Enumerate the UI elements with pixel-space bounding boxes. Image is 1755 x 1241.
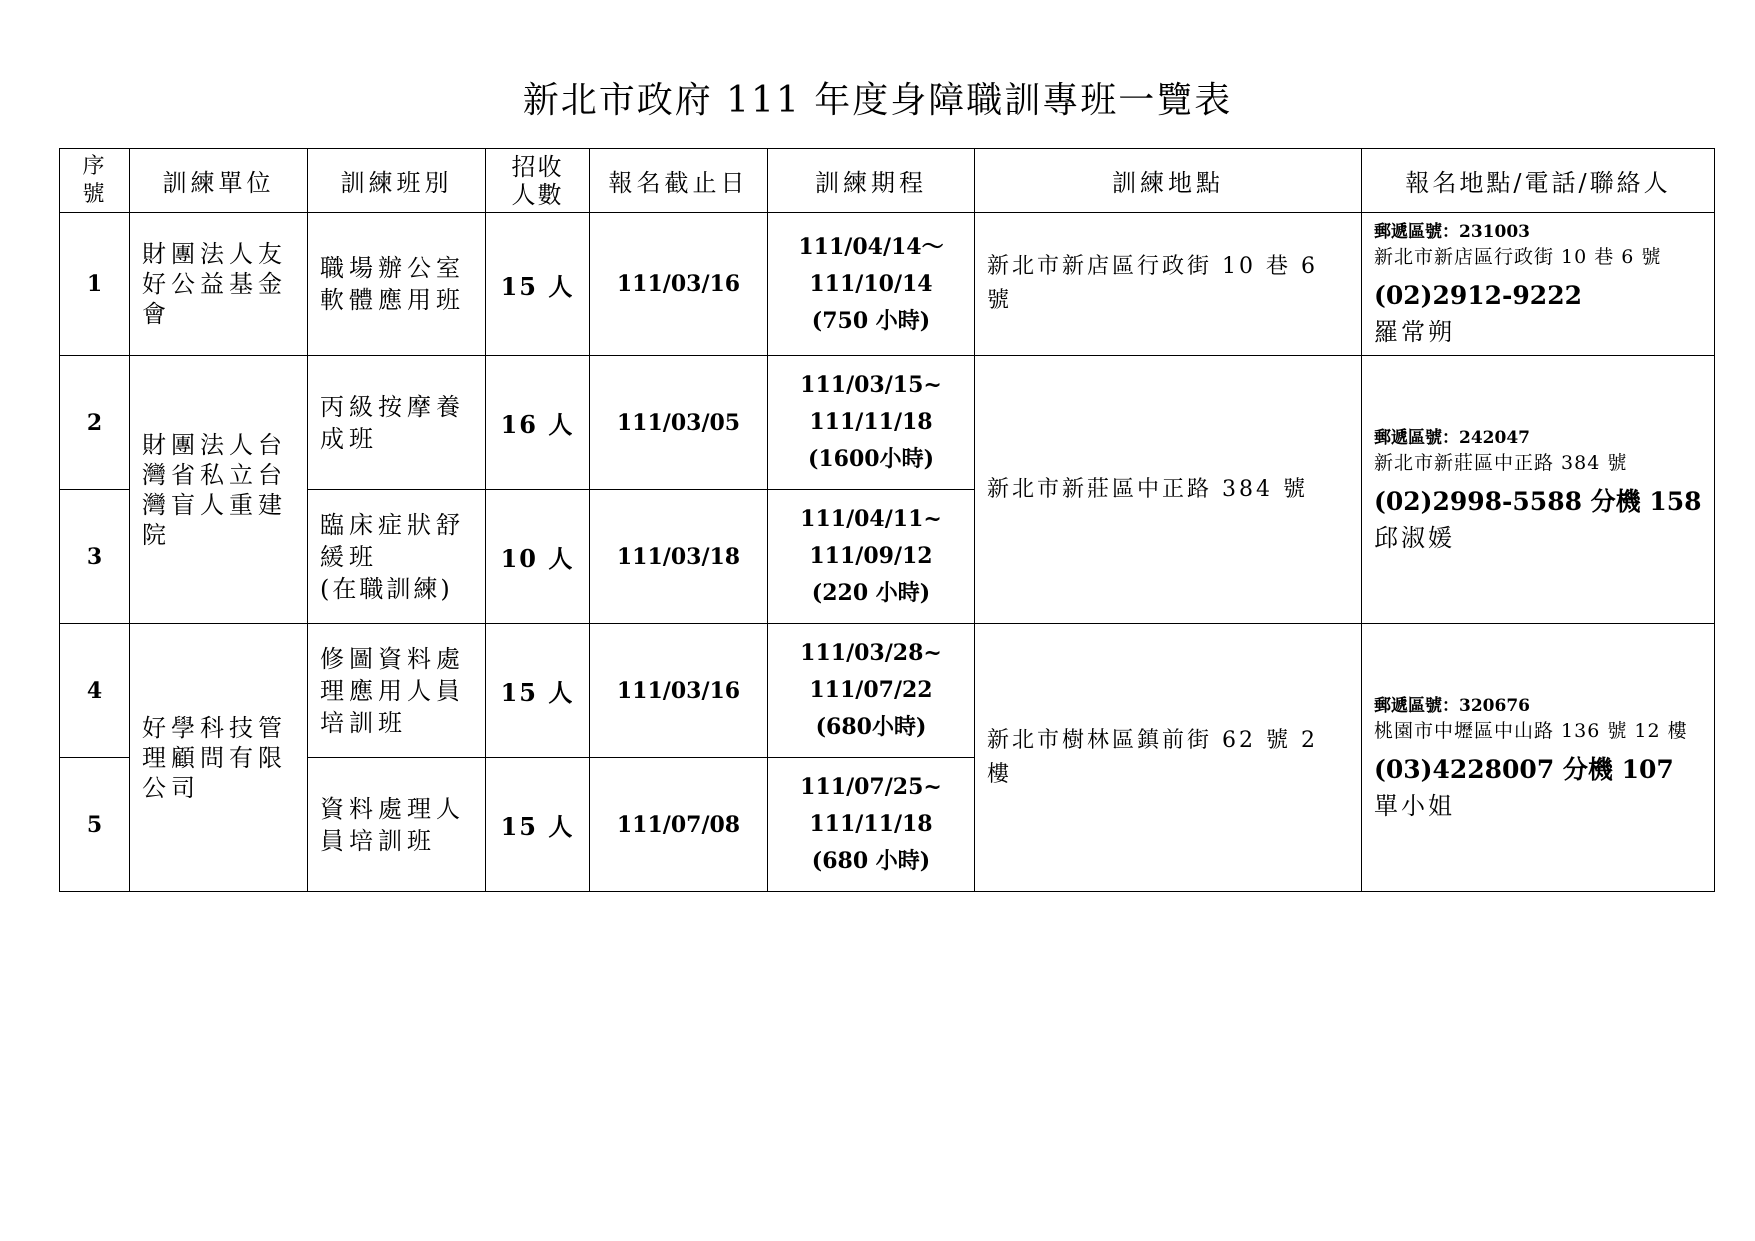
- header-contact: 報名地點/電話/聯絡人: [1362, 149, 1715, 213]
- deadline: 111/07/08: [590, 758, 768, 892]
- contact-address: 桃園市中壢區中山路 136 號 12 樓: [1374, 719, 1688, 742]
- training-unit: 好學科技管理顧問有限公司: [130, 624, 308, 892]
- training-period: [768, 356, 975, 490]
- period-start: 111/04/14～: [798, 233, 944, 260]
- row-number: 4: [60, 624, 130, 758]
- period-start: 111/07/25~: [800, 774, 942, 800]
- header-class: 訓練班別: [308, 149, 486, 213]
- contact-info: [1362, 624, 1715, 892]
- training-table: [59, 148, 1715, 892]
- row-number: 1: [60, 213, 130, 356]
- quota: 10 人: [486, 490, 590, 624]
- table-row: [60, 356, 1715, 490]
- training-period: [768, 490, 975, 624]
- training-unit: 財團法人友好公益基金會: [130, 213, 308, 356]
- row-number: 2: [60, 356, 130, 490]
- page-title: 新北市政府 111 年度身障職訓專班一覽表: [522, 80, 1233, 121]
- period-end: 111/11/18: [809, 409, 933, 435]
- period-hours: (680小時): [815, 714, 927, 740]
- period-start: 111/04/11~: [800, 506, 942, 532]
- header-quota: 招收人數: [486, 149, 590, 213]
- quota: 15 人: [486, 213, 590, 356]
- contact-phone: (03)4228007 分機 107: [1374, 754, 1674, 784]
- training-period: [768, 213, 975, 356]
- period-hours: (220 小時): [811, 580, 931, 606]
- zip-code: 郵遞區號：242047: [1374, 427, 1530, 448]
- period-hours: (750 小時): [811, 307, 931, 334]
- period-end: 111/09/12: [809, 543, 933, 569]
- zip-code: 郵遞區號：231003: [1374, 222, 1530, 242]
- training-class: [308, 490, 486, 624]
- period-start: 111/03/28~: [800, 640, 942, 666]
- period-start: 111/03/15~: [800, 372, 942, 398]
- contact-address: 新北市新店區行政街 10 巷 6 號: [1374, 246, 1662, 268]
- contact-info: [1362, 356, 1715, 624]
- deadline: 111/03/16: [590, 624, 768, 758]
- table-row: [60, 213, 1715, 356]
- contact-info: [1362, 213, 1715, 356]
- training-unit: 財團法人台灣省私立台灣盲人重建院: [130, 356, 308, 624]
- contact-person: 邱淑媛: [1374, 523, 1455, 552]
- period-end: 111/10/14: [809, 270, 933, 297]
- deadline: 111/03/16: [590, 213, 768, 356]
- contact-address: 新北市新莊區中正路 384 號: [1374, 451, 1628, 474]
- table-header-row: [60, 149, 1715, 213]
- header-unit: 訓練單位: [130, 149, 308, 213]
- period-end: 111/07/22: [809, 677, 933, 703]
- contact-person: 羅常朔: [1374, 318, 1455, 346]
- period-hours: (680 小時): [811, 848, 931, 874]
- deadline: 111/03/18: [590, 490, 768, 624]
- period-hours: (1600小時): [807, 446, 935, 472]
- header-location: 訓練地點: [975, 149, 1362, 213]
- contact-phone: (02)2912-9222: [1374, 281, 1582, 310]
- period-end: 111/11/18: [809, 811, 933, 837]
- header-period: 訓練期程: [768, 149, 975, 213]
- header-deadline: 報名截止日: [590, 149, 768, 213]
- header-num: 序號: [60, 149, 130, 213]
- training-location: 新北市新店區行政街 10 巷 6 號: [975, 213, 1362, 356]
- row-number: 3: [60, 490, 130, 624]
- training-class: 丙級按摩養成班: [308, 356, 486, 490]
- row-number: 5: [60, 758, 130, 892]
- class-name: 臨床症狀舒緩班: [320, 510, 465, 571]
- class-note: (在職訓練): [320, 574, 453, 603]
- training-location: 新北市新莊區中正路 384 號: [975, 356, 1362, 624]
- training-location: 新北市樹林區鎮前街 62 號 2 樓: [975, 624, 1362, 892]
- deadline: 111/03/05: [590, 356, 768, 490]
- training-period: [768, 624, 975, 758]
- table-row: [60, 624, 1715, 758]
- contact-person: 單小姐: [1374, 791, 1455, 820]
- quota: 15 人: [486, 624, 590, 758]
- training-class: 資料處理人員培訓班: [308, 758, 486, 892]
- training-class: 職場辦公室軟體應用班: [308, 213, 486, 356]
- quota: 15 人: [486, 758, 590, 892]
- zip-code: 郵遞區號：320676: [1374, 695, 1530, 716]
- training-period: [768, 758, 975, 892]
- contact-phone: (02)2998-5588 分機 158: [1374, 486, 1702, 516]
- training-class: 修圖資料處理應用人員培訓班: [308, 624, 486, 758]
- quota: 16 人: [486, 356, 590, 490]
